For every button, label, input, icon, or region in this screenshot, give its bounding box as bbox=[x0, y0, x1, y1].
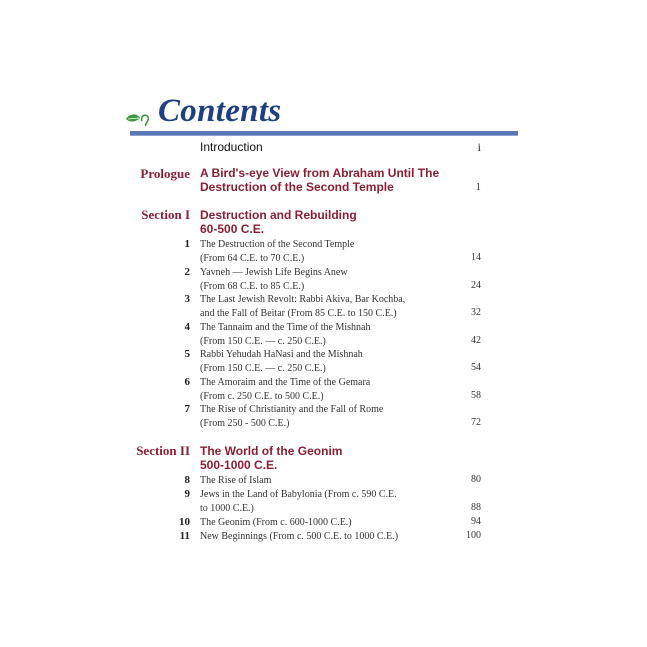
chapter-line: Yavneh — Jewish Life Begins Anew bbox=[200, 267, 348, 278]
chapter-number: 8 bbox=[184, 474, 190, 486]
chapter-line: and the Fall of Beitar (From 85 C.E. to 150 C.E.) bbox=[200, 308, 397, 319]
section-title-line: 500-1000 C.E. bbox=[200, 458, 278, 472]
chapter-number: 6 bbox=[184, 376, 190, 388]
prologue-title-line: A Bird's-eye View from Abraham Until The bbox=[200, 166, 440, 180]
chapter-number: 4 bbox=[184, 321, 190, 333]
chapter-page: 100 bbox=[466, 530, 481, 541]
chapter-title bbox=[200, 403, 440, 431]
chapter-page: 54 bbox=[471, 362, 481, 373]
chapter-number: 5 bbox=[184, 348, 190, 360]
section-label: Section II bbox=[136, 443, 190, 458]
leaf-ornament-icon bbox=[124, 108, 154, 128]
section-label: Section I bbox=[141, 207, 190, 222]
chapter-page: 88 bbox=[471, 502, 481, 513]
chapter-title bbox=[200, 238, 440, 266]
chapter-title bbox=[200, 348, 440, 376]
chapter-number: 1 bbox=[184, 238, 190, 250]
chapter-page: 58 bbox=[471, 390, 481, 401]
chapter-title bbox=[200, 516, 440, 530]
chapter-line: The Tannaim and the Time of the Mishnah bbox=[200, 322, 371, 333]
section-title-line: Destruction and Rebuilding bbox=[200, 208, 357, 222]
chapter-number: 2 bbox=[184, 266, 190, 278]
chapter-page: 80 bbox=[471, 474, 481, 485]
chapter-line: The Amoraim and the Time of the Gemara bbox=[200, 377, 371, 388]
chapter-line: Rabbi Yehudah HaNasi and the Mishnah bbox=[200, 349, 363, 360]
chapter-line: New Beginnings (From c. 500 C.E. to 1000 C.E.) bbox=[200, 531, 399, 542]
chapter-number: 7 bbox=[184, 403, 190, 415]
prologue-page: 1 bbox=[475, 181, 481, 193]
chapter-number: 11 bbox=[179, 530, 190, 542]
chapter-number: 10 bbox=[179, 516, 190, 528]
chapter-page: 94 bbox=[471, 516, 481, 527]
chapter-line: (From 250 - 500 C.E.) bbox=[200, 418, 290, 429]
chapter-line: (From 64 C.E. to 70 C.E.) bbox=[200, 253, 305, 264]
chapter-line: (From 150 C.E. — c. 250 C.E.) bbox=[200, 336, 326, 347]
prologue-title-line: Destruction of the Second Temple bbox=[200, 180, 394, 194]
chapter-line: The Rise of Christianity and the Fall of Rome bbox=[200, 404, 384, 415]
chapter-line: (From c. 250 C.E. to 500 C.E.) bbox=[200, 391, 324, 402]
chapter-title bbox=[200, 376, 440, 404]
chapter-line: Jews in the Land of Babylonia (From c. 590 C.E. bbox=[200, 489, 397, 500]
page-title: Contents bbox=[158, 93, 282, 129]
prologue-label: Prologue bbox=[140, 166, 190, 181]
chapter-title bbox=[200, 293, 440, 321]
title-rule-thin bbox=[130, 135, 518, 136]
chapter-page: 72 bbox=[471, 417, 481, 428]
chapter-line: The Rise of Islam bbox=[200, 475, 272, 486]
chapter-line: to 1000 C.E.) bbox=[200, 503, 254, 514]
prologue-title bbox=[200, 166, 439, 194]
section-title bbox=[200, 444, 342, 472]
section-title bbox=[200, 208, 357, 236]
chapter-page: 32 bbox=[471, 307, 481, 318]
introduction-page: i bbox=[477, 140, 481, 154]
chapter-page: 14 bbox=[471, 252, 481, 263]
chapter-number: 3 bbox=[184, 293, 190, 305]
chapter-number: 9 bbox=[184, 488, 190, 500]
chapter-line: The Geonim (From c. 600-1000 C.E.) bbox=[200, 517, 352, 528]
chapter-title bbox=[200, 266, 440, 294]
chapter-title bbox=[200, 530, 440, 544]
section-title-line: The World of the Geonim bbox=[200, 444, 343, 458]
chapter-title bbox=[200, 474, 440, 488]
section-title-line: 60-500 C.E. bbox=[200, 222, 265, 236]
introduction-label: Introduction bbox=[200, 140, 263, 154]
chapter-line: The Last Jewish Revolt: Rabbi Akiva, Bar Kochba, bbox=[200, 294, 406, 305]
chapter-line: The Destruction of the Second Temple bbox=[200, 239, 355, 250]
chapter-title bbox=[200, 321, 440, 349]
chapter-line: (From 150 C.E. — c. 250 C.E.) bbox=[200, 363, 326, 374]
chapter-title bbox=[200, 488, 440, 516]
chapter-line: (From 68 C.E. to 85 C.E.) bbox=[200, 281, 305, 292]
chapter-page: 24 bbox=[471, 280, 481, 291]
chapter-page: 42 bbox=[471, 335, 481, 346]
